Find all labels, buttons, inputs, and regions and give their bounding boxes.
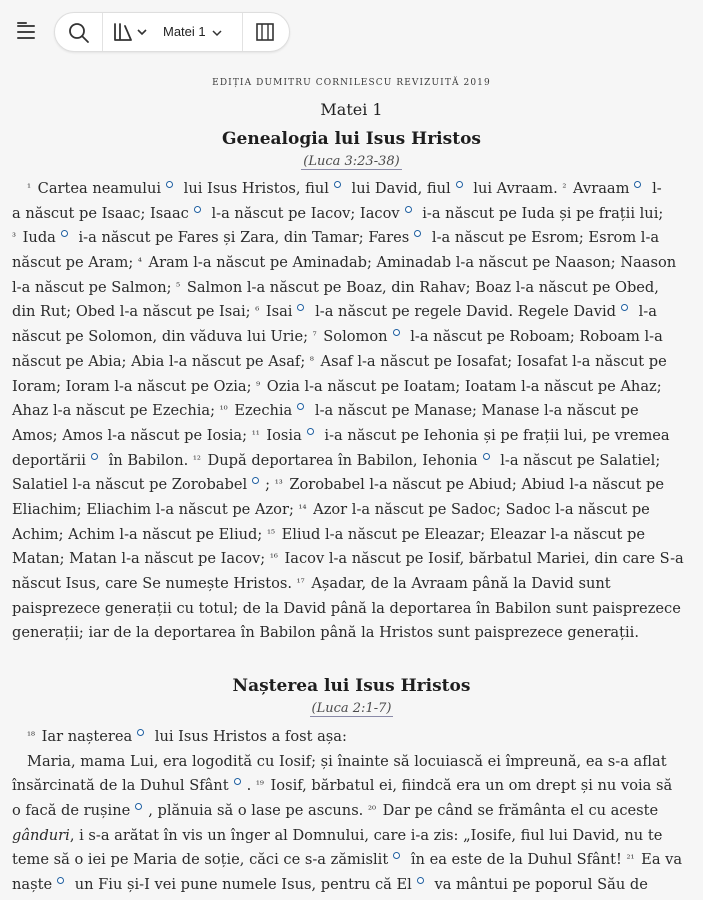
verse-segment: l-a născut pe Salmon; xyxy=(12,278,177,296)
verse-segment: i-a născut pe Fares și Zara, din Tamar; Fares xyxy=(73,229,410,247)
verse-text xyxy=(12,851,682,868)
cross-reference-label: (Luca 2:1-7) xyxy=(311,701,392,716)
verse-text xyxy=(12,353,667,370)
footnote-icon[interactable] xyxy=(405,206,412,213)
verse-segment: Achim; Achim l-a născut pe Eliud; xyxy=(12,525,267,543)
toolbar-divider xyxy=(102,13,103,51)
verse-number: ¹⁵ xyxy=(266,528,275,540)
verse-segment: Azor l-a născut pe Sadoc; Sadoc l-a născut pe xyxy=(308,500,650,518)
verse-segment: Iar nașterea xyxy=(37,728,133,745)
footnote-icon[interactable] xyxy=(135,803,142,810)
verse-number: ¹² xyxy=(192,454,201,466)
layout-icon[interactable] xyxy=(253,20,277,44)
verse-segment: l-a născut pe Esrom; Esrom l-a xyxy=(427,229,660,247)
verse-line xyxy=(12,750,693,775)
verse-segment: l-a născut pe Manase; Manase l-a născut pe xyxy=(310,402,639,420)
verse-text xyxy=(12,600,681,617)
verse-segment: Salmon l-a născut pe Boaz, din Rahav; Boaz l-a născut pe Obed, xyxy=(182,278,659,296)
footnote-icon[interactable] xyxy=(234,778,241,785)
verse-block xyxy=(12,725,693,898)
footnote-icon[interactable] xyxy=(137,729,144,736)
verse-segment: în ea este de la Duhul Sfânt! xyxy=(406,851,627,869)
verse-segment: După deportarea în Babilon, Iehonia xyxy=(202,451,478,469)
verse-text xyxy=(12,328,663,345)
verse-text xyxy=(12,279,659,296)
verse-line xyxy=(12,424,693,449)
reader-toolbar xyxy=(54,12,290,52)
verse-segment: Iosia xyxy=(261,426,302,444)
verse-segment: lui David, fiul xyxy=(346,180,451,197)
verse-segment: Amos; Amos l-a născut pe Iosia; xyxy=(12,426,252,444)
footnote-icon[interactable] xyxy=(456,181,463,188)
verse-text xyxy=(12,624,639,641)
verse-line xyxy=(12,774,693,799)
verse-line xyxy=(12,449,693,474)
footnote-icon[interactable] xyxy=(621,304,628,311)
verse-segment: Ahaz l-a născut pe Ezechia; xyxy=(12,402,220,420)
cross-reference-label: (Luca 3:23-38) xyxy=(303,154,400,169)
verse-text xyxy=(12,378,662,395)
verse-line xyxy=(12,498,693,523)
verse-text xyxy=(12,827,662,844)
verse-line xyxy=(12,621,693,646)
verse-segment: l-a xyxy=(634,303,657,321)
verse-number: ²⁰ xyxy=(367,805,376,817)
footnote-icon[interactable] xyxy=(417,877,424,884)
footnote-icon[interactable] xyxy=(91,453,98,460)
verse-segment: Cartea neamului xyxy=(33,180,162,197)
verse-block xyxy=(12,177,693,646)
verse-number: ⁷ xyxy=(312,331,317,343)
verse-line xyxy=(12,597,693,622)
verse-segment: paisprezece generații cu totul; de la David până la deportarea în Babilon sunt paisprezece xyxy=(12,599,681,617)
verse-line xyxy=(12,873,693,898)
verse-line xyxy=(12,226,693,251)
verse-text xyxy=(12,802,658,819)
library-button[interactable] xyxy=(111,19,151,45)
verse-line xyxy=(12,523,693,548)
verse-text xyxy=(12,402,639,419)
verse-segment: născut pe Aram; xyxy=(12,254,138,272)
verse-text xyxy=(27,180,662,197)
verse-number: ¹³ xyxy=(274,479,283,491)
verse-segment: Matan; Matan l-a născut pe Iacov; xyxy=(12,550,270,568)
verse-segment: l- xyxy=(647,180,662,197)
verse-text xyxy=(12,452,660,469)
verse-segment: născut Isus, care Se numește Hristos. xyxy=(12,575,297,592)
cross-reference-link[interactable] xyxy=(0,701,703,716)
verse-number: ¹⁰ xyxy=(219,405,228,417)
verse-segment: născut pe Solomon, din văduva lui Urie; xyxy=(12,328,313,346)
footnote-icon[interactable] xyxy=(393,329,400,336)
verse-number: ¹⁶ xyxy=(269,553,278,565)
verse-line xyxy=(12,572,693,597)
verse-text xyxy=(12,427,670,444)
verse-number: ¹⁹ xyxy=(255,780,264,792)
verse-segment: i-a născut pe Iuda și pe frații lui; xyxy=(417,204,664,222)
verse-text xyxy=(12,254,676,271)
cross-reference-link[interactable] xyxy=(0,154,703,169)
verse-number: ¹⁷ xyxy=(296,578,305,589)
verse-line xyxy=(12,399,693,424)
verse-number: ⁴ xyxy=(137,257,142,269)
verse-number: ¹⁸ xyxy=(27,731,36,742)
chapter-title: Matei 1 xyxy=(320,100,383,119)
footnote-icon[interactable] xyxy=(297,403,304,410)
verse-line xyxy=(12,276,693,301)
verse-line xyxy=(12,824,693,849)
verse-text xyxy=(12,501,650,518)
verse-segment: născut pe Abia; Abia l-a născut pe Asaf; xyxy=(12,352,310,370)
verse-line xyxy=(12,799,693,824)
verse-text xyxy=(12,876,648,893)
verse-segment: Zorobabel l-a născut pe Abiud; Abiud l-a născut pe xyxy=(284,476,664,494)
verse-segment: va mântui pe poporul Său de xyxy=(429,876,648,894)
verse-line xyxy=(12,300,693,325)
verse-line xyxy=(12,202,693,227)
verse-text xyxy=(12,777,672,794)
verse-segment: Maria, mama Lui, era logodită cu Iosif; și înainte să locuiască ei împreună, ea s-a aflat xyxy=(27,752,667,770)
verse-text xyxy=(12,229,659,246)
verse-segment: l-a născut pe Salatiel; xyxy=(495,451,661,469)
footnote-icon[interactable] xyxy=(166,181,173,188)
section-heading: Genealogia lui Isus Hristos xyxy=(222,129,481,149)
verse-segment: Așadar, de la Avraam până la David sunt xyxy=(306,575,611,592)
chevron-down-icon xyxy=(211,28,223,38)
verse-line xyxy=(12,473,693,498)
menu-icon[interactable] xyxy=(13,19,39,45)
verse-segment: , i s-a arătat în vis un înger al Domnului, care i-a zis: „Iosife, fiul lui David, nu te xyxy=(69,826,663,844)
verse-segment: deportării xyxy=(12,451,86,469)
verse-line xyxy=(12,547,693,572)
verse-segment: Avraam xyxy=(568,180,630,197)
search-icon[interactable] xyxy=(66,20,92,46)
footnote-icon[interactable] xyxy=(634,181,641,188)
chapter-selector[interactable] xyxy=(163,19,223,45)
verse-segment: în Babilon. xyxy=(103,451,193,469)
footnote-icon[interactable] xyxy=(414,230,421,237)
top-bar xyxy=(0,0,703,64)
verse-segment: generații; iar de la deportarea în Babilon până la Hristos sunt paisprezece generații. xyxy=(12,624,639,642)
verse-segment: un Fiu și-I vei pune numele Isus, pentru că El xyxy=(70,876,412,894)
verse-segment: o facă de rușine xyxy=(12,802,131,820)
verse-line xyxy=(12,350,693,375)
verse-segment: Dar pe când se frământa el cu aceste xyxy=(378,802,659,820)
verse-number: ⁹ xyxy=(256,380,261,392)
verse-segment: Solomon xyxy=(318,328,388,346)
verse-text xyxy=(12,303,657,320)
verse-line xyxy=(12,848,693,873)
verse-segment: , plănuia să o lase pe ascuns. xyxy=(148,802,368,820)
verse-segment: l-a născut pe Iacov; Iacov xyxy=(206,204,400,222)
library-icon xyxy=(111,19,151,45)
verse-number: ²¹ xyxy=(626,854,635,866)
verse-segment: naște xyxy=(12,876,53,894)
footnote-icon[interactable] xyxy=(61,230,68,237)
verse-number: ¹¹ xyxy=(251,429,260,441)
footnote-icon[interactable] xyxy=(57,877,64,884)
verse-segment: teme să o iei pe Maria de soție, căci ce s-a zămislit xyxy=(12,851,389,869)
verse-text xyxy=(12,575,611,592)
verse-number: ⁵ xyxy=(176,281,181,293)
verse-segment: Isai xyxy=(261,303,293,321)
verse-segment: l-a născut pe regele David. Regele David xyxy=(310,303,616,321)
footnote-icon[interactable] xyxy=(297,304,304,311)
verse-segment: însărcinată de la Duhul Sfânt xyxy=(12,777,229,795)
verse-number: ³ xyxy=(12,232,17,244)
verse-segment: lui Isus Hristos a fost așa: xyxy=(150,728,347,745)
verse-segment: lui Avraam. xyxy=(468,180,563,197)
verse-text xyxy=(12,550,684,567)
verse-segment: Iuda xyxy=(18,229,56,247)
verse-line xyxy=(12,375,693,400)
verse-text xyxy=(27,753,667,770)
verse-text xyxy=(12,205,663,222)
verse-segment: Ezechia xyxy=(229,402,293,420)
verse-text xyxy=(12,476,664,493)
verse-segment: lui Isus Hristos, fiul xyxy=(179,180,329,197)
verse-text xyxy=(12,526,645,543)
verse-number: ¹⁴ xyxy=(298,503,307,515)
verse-number: ⁶ xyxy=(255,306,260,318)
footnote-icon[interactable] xyxy=(194,206,201,213)
toolbar-divider xyxy=(242,13,243,51)
verse-segment: din Rut; Obed l-a născut pe Isai; xyxy=(12,303,256,321)
footnote-icon[interactable] xyxy=(334,181,341,188)
verse-segment: a născut pe Isaac; Isaac xyxy=(12,204,189,222)
verse-line xyxy=(12,725,693,750)
verse-line xyxy=(12,325,693,350)
verse-segment: . xyxy=(246,777,256,795)
verse-segment: Asaf l-a născut pe Iosafat; Iosafat l-a născut pe xyxy=(315,352,667,370)
verse-segment: Ozia l-a născut pe Ioatam; Ioatam l-a născut pe Ahaz; xyxy=(262,377,662,395)
verse-line xyxy=(12,177,693,202)
footnote-icon[interactable] xyxy=(252,477,259,484)
verse-segment: Iosif, bărbatul ei, fiindcă era un om drept și nu voia să xyxy=(265,777,673,795)
verse-text xyxy=(27,728,347,745)
footnote-icon[interactable] xyxy=(393,852,400,859)
verse-segment: Iacov l-a născut pe Iosif, bărbatul Mariei, din care S-a xyxy=(279,550,684,568)
verse-number: ⁸ xyxy=(309,355,314,367)
verse-segment: Salatiel l-a născut pe Zorobabel xyxy=(12,476,248,494)
verse-line xyxy=(12,251,693,276)
verse-segment: i-a născut pe Iehonia și pe frații lui, pe vremea xyxy=(319,426,670,444)
verse-segment: Ioram; Ioram l-a născut pe Ozia; xyxy=(12,377,257,395)
verse-segment: Eliachim; Eliachim l-a născut pe Azor; xyxy=(12,500,299,518)
section-heading: Nașterea lui Isus Hristos xyxy=(232,676,471,696)
verse-number: ¹ xyxy=(27,183,32,194)
verse-segment: Aram l-a născut pe Aminadab; Aminadab l-a născut pe Naason; Naason xyxy=(143,254,677,272)
verse-segment: ; xyxy=(265,476,275,494)
verse-number: ² xyxy=(562,183,567,194)
footnote-icon[interactable] xyxy=(307,428,314,435)
footnote-icon[interactable] xyxy=(483,453,490,460)
chapter-selector-label: Matei 1 xyxy=(163,24,206,39)
verse-segment: Eliud l-a născut pe Eleazar; Eleazar l-a născut pe xyxy=(276,525,646,543)
italic-word: gânduri xyxy=(12,826,70,844)
verse-segment: l-a născut pe Roboam; Roboam l-a xyxy=(405,328,663,346)
verse-segment: Ea va xyxy=(636,851,683,869)
edition-label: EDIȚIA DUMITRU CORNILESCU REVIZUITĂ 2019 xyxy=(212,78,491,88)
